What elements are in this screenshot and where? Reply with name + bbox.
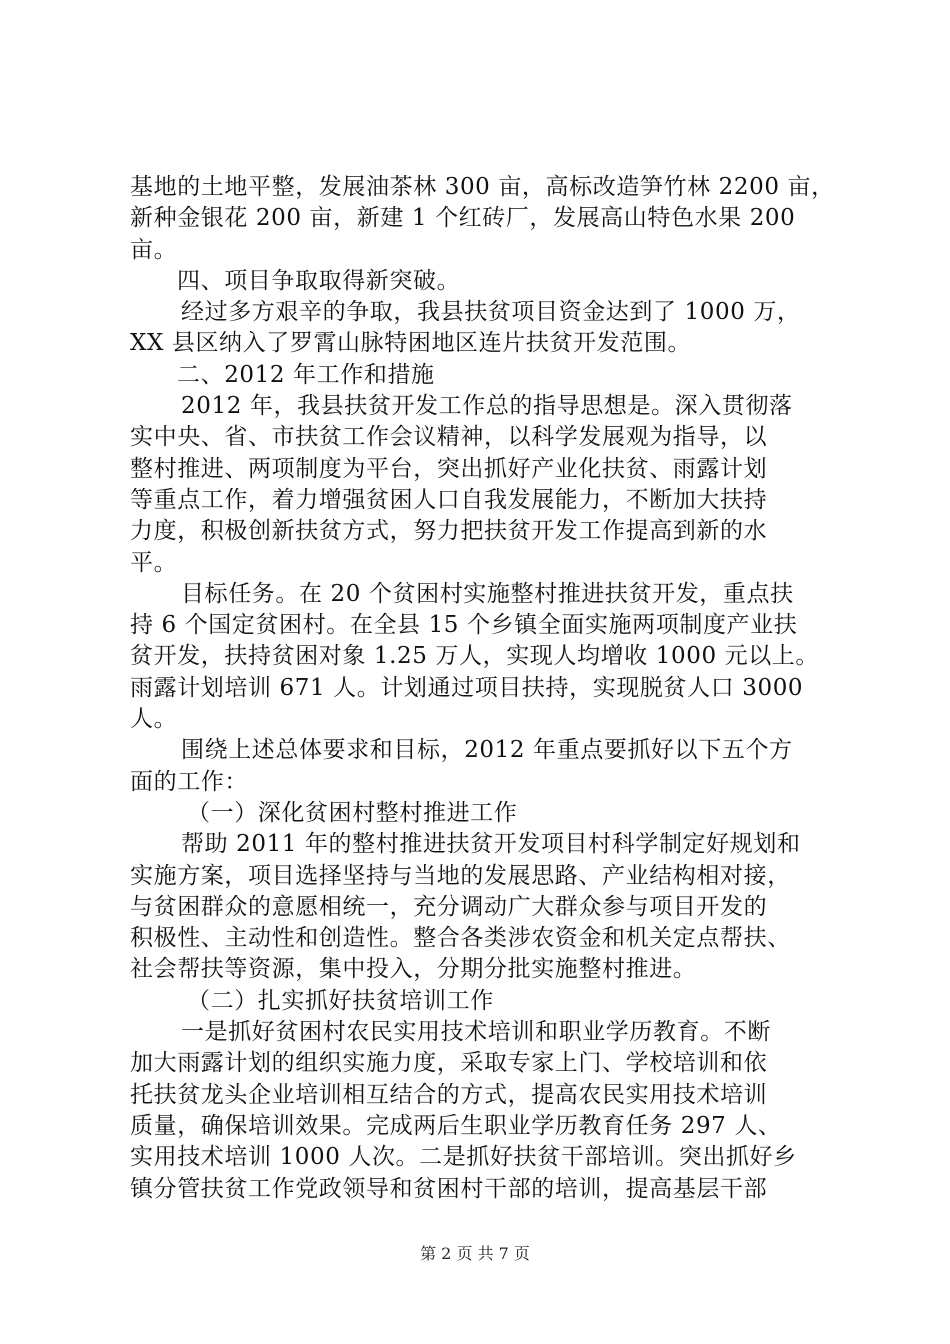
text-line: 基地的土地平整，发展油茶林 300 亩，高标改造笋竹林 2200 亩， <box>130 174 835 200</box>
text-line: 经过多方艰辛的争取，我县扶贫项目资金达到了 1000 万， <box>181 299 801 326</box>
text-line: 实中央、省、市扶贫工作会议精神，以科学发展观为指导，以 <box>130 424 768 451</box>
text-line: 力度，积极创新扶贫方式，努力把扶贫开发工作提高到新的水 <box>130 518 768 545</box>
text-line: 目标任务。在 20 个贫困村实施整村推进扶贫开发，重点扶 <box>181 580 794 607</box>
text-line: 平。 <box>130 549 178 576</box>
text-line: 亩。 <box>130 236 178 263</box>
text-line: 围绕上述总体要求和目标，2012 年重点要抓好以下五个方 <box>181 737 793 764</box>
text-line: 帮助 2011 年的整村推进扶贫开发项目村科学制定好规划和 <box>181 831 801 858</box>
page-footer: 第 2 页 共 7 页 <box>420 1244 530 1263</box>
text-line: 托扶贫龙头企业培训相互结合的方式，提高农民实用技术培训 <box>130 1081 768 1108</box>
text-line: 持 6 个国定贫困村。在全县 15 个乡镇全面实施两项制度产业扶 <box>130 612 798 639</box>
text-line: 整村推进、两项制度为平台，突出抓好产业化扶贫、雨露计划 <box>130 455 768 482</box>
text-line: 人。 <box>130 706 178 733</box>
text-line: 2012 年，我县扶贫开发工作总的指导思想是。深入贯彻落 <box>181 393 793 420</box>
text-line: XX 县区纳入了罗霄山脉特困地区连片扶贫开发范围。 <box>130 330 692 357</box>
section-heading: 二、2012 年工作和措施 <box>177 361 435 388</box>
text-line: 新种金银花 200 亩，新建 1 个红砖厂，发展高山特色水果 200 <box>130 205 796 232</box>
text-line: 面的工作： <box>130 768 248 795</box>
text-line: 加大雨露计划的组织实施力度，采取专家上门、学校培训和依 <box>130 1050 768 1077</box>
text-line: 与贫困群众的意愿相统一，充分调动广大群众参与项目开发的 <box>130 893 768 920</box>
text-line: 积极性、主动性和创造性。整合各类涉农资金和机关定点帮扶、 <box>130 925 791 952</box>
text-line: 一是抓好贫困村农民实用技术培训和职业学历教育。不断 <box>181 1019 771 1046</box>
section-heading: （一）深化贫困村整村推进工作 <box>187 799 518 826</box>
text-line: 贫开发，扶持贫困对象 1.25 万人，实现人均增收 1000 元以上。 <box>130 643 819 670</box>
text-line: 镇分管扶贫工作党政领导和贫困村干部的培训，提高基层干部 <box>130 1175 768 1202</box>
text-line: 等重点工作，着力增强贫困人口自我发展能力，不断加大扶持 <box>130 486 768 513</box>
text-line: 实用技术培训 1000 人次。二是抓好扶贫干部培训。突出抓好乡 <box>130 1144 797 1171</box>
text-line: 实施方案，项目选择坚持与当地的发展思路、产业结构相对接， <box>130 862 791 889</box>
document-body <box>130 172 850 1205</box>
text-line: 雨露计划培训 671 人。计划通过项目扶持，实现脱贫人口 3000 <box>130 674 804 701</box>
text-line: 质量，确保培训效果。完成两后生职业学历教育任务 297 人、 <box>130 1112 782 1139</box>
section-heading: 四、项目争取取得新突破。 <box>177 267 461 294</box>
section-heading: （二）扎实抓好扶贫培训工作 <box>187 987 494 1014</box>
text-line: 社会帮扶等资源，集中投入，分期分批实施整村推进。 <box>130 956 697 983</box>
